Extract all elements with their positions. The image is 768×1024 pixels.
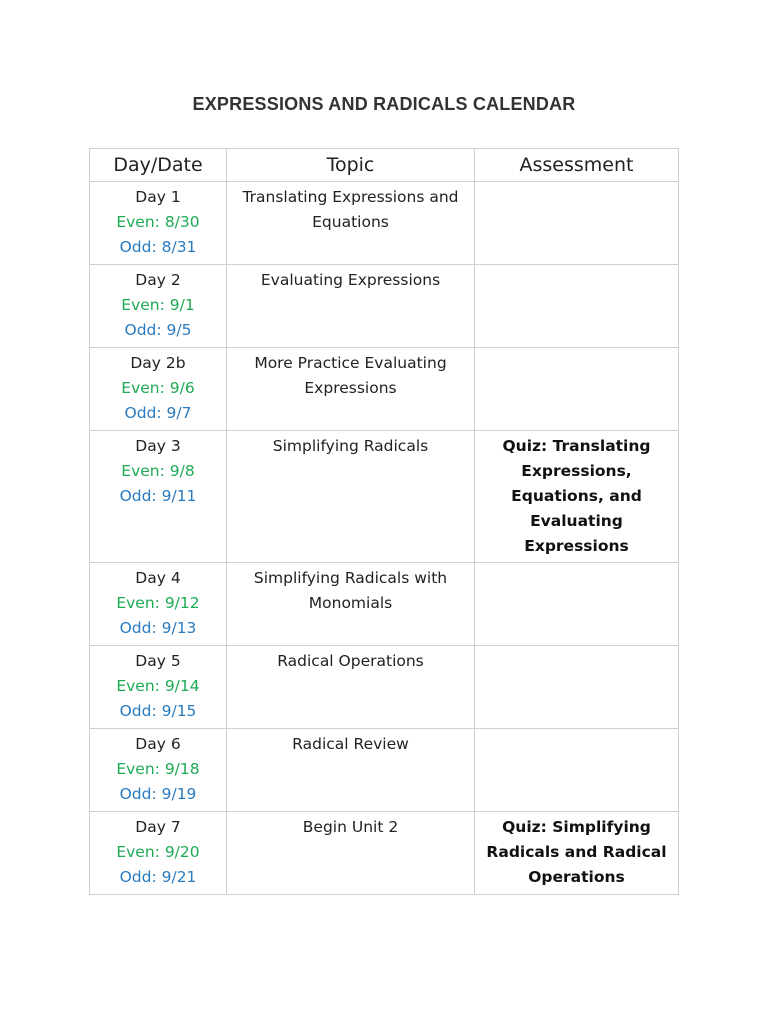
table-row xyxy=(90,729,679,812)
even-date: Even: 9/1 xyxy=(121,296,195,314)
day-label: Day 3 xyxy=(135,437,181,455)
day-date-cell xyxy=(90,812,227,895)
even-date: Even: 9/20 xyxy=(116,843,200,861)
table-row xyxy=(90,265,679,348)
day-date-cell xyxy=(90,182,227,265)
assessment-cell: Quiz: Translating Expressions, Equations, and Evaluating Expressions xyxy=(475,431,679,563)
header-topic: Topic xyxy=(227,149,475,182)
topic-cell: Translating Expressions and Equations xyxy=(227,182,475,265)
day-date-cell xyxy=(90,646,227,729)
even-date: Even: 8/30 xyxy=(116,213,200,231)
odd-date: Odd: 9/5 xyxy=(124,321,192,339)
even-date: Even: 9/6 xyxy=(121,379,195,397)
table-row xyxy=(90,563,679,646)
topic-cell: Begin Unit 2 xyxy=(227,812,475,895)
even-date: Even: 9/14 xyxy=(116,677,200,695)
day-label: Day 7 xyxy=(135,818,181,836)
header-assessment: Assessment xyxy=(475,149,679,182)
odd-date: Odd: 9/21 xyxy=(119,868,197,886)
odd-date: Odd: 9/13 xyxy=(119,619,197,637)
day-label: Day 5 xyxy=(135,652,181,670)
table-row xyxy=(90,646,679,729)
topic-cell: More Practice Evaluating Expressions xyxy=(227,348,475,431)
day-date-cell xyxy=(90,563,227,646)
odd-date: Odd: 8/31 xyxy=(119,238,197,256)
odd-date: Odd: 9/7 xyxy=(124,404,192,422)
topic-cell: Evaluating Expressions xyxy=(227,265,475,348)
even-date: Even: 9/8 xyxy=(121,462,195,480)
even-date: Even: 9/12 xyxy=(116,594,200,612)
day-label: Day 6 xyxy=(135,735,181,753)
table-row xyxy=(90,182,679,265)
calendar-table xyxy=(89,148,679,895)
day-label: Day 4 xyxy=(135,569,181,587)
assessment-cell xyxy=(475,348,679,431)
day-date-cell xyxy=(90,729,227,812)
table-row xyxy=(90,348,679,431)
day-label: Day 2b xyxy=(130,354,186,372)
header-row xyxy=(90,149,679,182)
assessment-cell xyxy=(475,563,679,646)
assessment-cell xyxy=(475,646,679,729)
assessment-cell: Quiz: Simplifying Radicals and Radical Operations xyxy=(475,812,679,895)
topic-cell: Radical Review xyxy=(227,729,475,812)
assessment-cell xyxy=(475,182,679,265)
table-row xyxy=(90,812,679,895)
odd-date: Odd: 9/15 xyxy=(119,702,197,720)
topic-cell: Simplifying Radicals xyxy=(227,431,475,563)
day-label: Day 1 xyxy=(135,188,181,206)
table-row xyxy=(90,431,679,563)
document-title: EXPRESSIONS AND RADICALS CALENDAR xyxy=(192,94,576,114)
assessment-cell xyxy=(475,729,679,812)
day-date-cell xyxy=(90,265,227,348)
odd-date: Odd: 9/11 xyxy=(119,487,197,505)
even-date: Even: 9/18 xyxy=(116,760,200,778)
day-label: Day 2 xyxy=(135,271,181,289)
header-day-date: Day/Date xyxy=(90,149,227,182)
day-date-cell xyxy=(90,431,227,563)
odd-date: Odd: 9/19 xyxy=(119,785,197,803)
topic-cell: Simplifying Radicals with Monomials xyxy=(227,563,475,646)
assessment-cell xyxy=(475,265,679,348)
day-date-cell xyxy=(90,348,227,431)
topic-cell: Radical Operations xyxy=(227,646,475,729)
